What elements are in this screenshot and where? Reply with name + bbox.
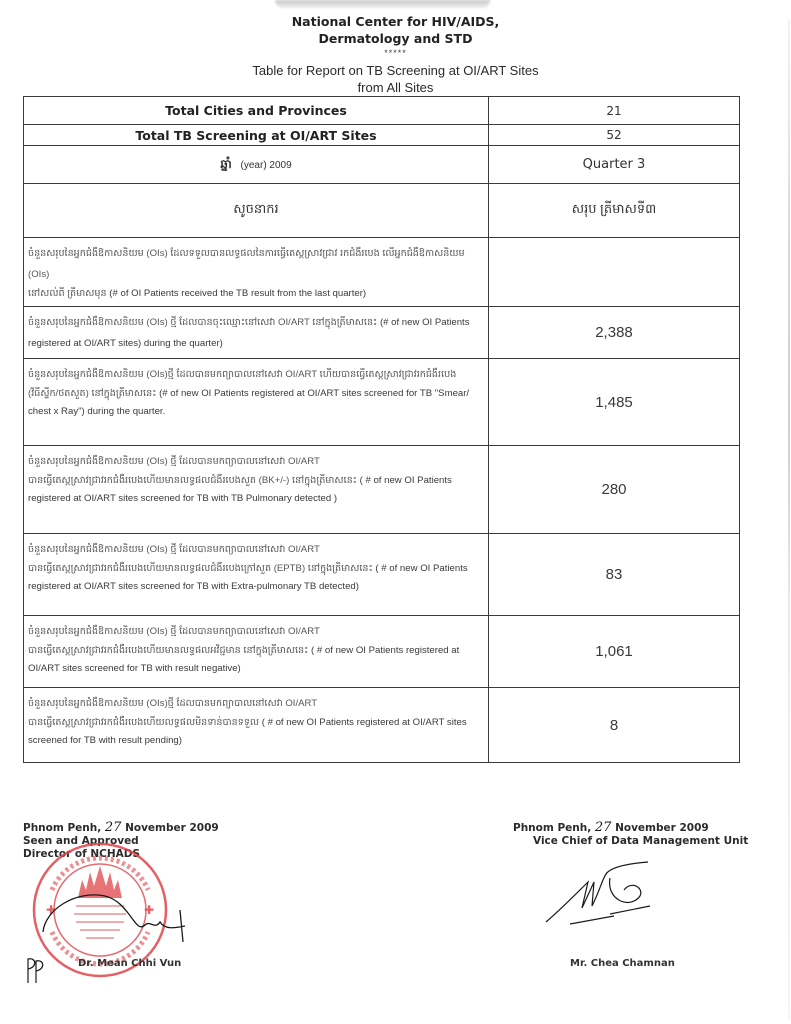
scan-smudge	[275, 0, 490, 8]
indicator-value: 280	[489, 446, 740, 534]
report-title: Table for Report on TB Screening at OI/ART Sites	[252, 63, 539, 78]
column-header-indicator: សូចនាករ	[24, 184, 489, 238]
director-signature-icon	[35, 880, 195, 950]
table-row	[24, 359, 740, 446]
report-table	[23, 96, 740, 763]
indicator-khmer-cont: នៅសល់ពី ត្រីមាសមុន	[28, 288, 107, 299]
quarter-value: Quarter 3	[489, 146, 740, 184]
signature-block-right	[513, 821, 748, 848]
indicator-english: (# of new OI Patients registered at OI/ART sites screened for TB "Smear/ chest x Ray") during the quarter.	[28, 388, 470, 417]
indicator-english: (# of OI Patients received the TB result from the last quarter)	[109, 288, 367, 299]
indicator-khmer-cont: (វិធីស្ទីក/ថតសួត) នៅក្នុងត្រីមាសនេះ	[28, 388, 157, 399]
column-header-row	[24, 184, 740, 238]
svg-text:✚: ✚	[46, 903, 57, 917]
table-row	[24, 238, 740, 307]
vice-chief-title: Vice Chief of Data Management Unit	[533, 835, 749, 847]
year-cell	[24, 146, 489, 184]
indicator-khmer-cont: បានធ្វើតេស្តស្រាវជ្រាវរកជំងឺរបេងហើយលទ្ធផលមិនទាន់បានទទួល	[28, 717, 260, 728]
vice-chief-name: Mr. Chea Chamnan	[570, 958, 675, 969]
indicator-english: ( # of new OI Patients registered at OI/ART sites screened for TB with Extra-pulmonary TB detected)	[28, 563, 468, 592]
month-year-right: November 2009	[615, 822, 709, 834]
indicator-cell	[24, 359, 489, 446]
indicator-value: 2,388	[489, 307, 740, 359]
handwritten-day-right: 27	[594, 820, 612, 835]
indicator-value	[489, 238, 740, 307]
scan-edge	[788, 20, 790, 1020]
indicator-english: (# of new OI Patients registered at OI/ART sites) during the quarter)	[28, 317, 470, 349]
indicator-cell	[24, 238, 489, 307]
table-row	[24, 616, 740, 688]
indicator-english: ( # of new OI Patients registered at OI/ART sites screened for TB with TB Pulmonary detected )	[28, 475, 452, 504]
indicator-khmer-cont: បានធ្វើតេស្តស្រាវជ្រាវរកជំងឺរបេងហើយមានលទ្ធផលអវិជ្ជមាន នៅក្នុងត្រីមាសនេះ	[28, 645, 309, 656]
indicator-khmer-cont: បានធ្វើតេស្តស្រាវជ្រាវរកជំងឺរបេងហើយមានលទ្ធផលជំងឺរបេងក្រៅសួត (EPTB) នៅក្នុងត្រីមាសនេះ	[28, 563, 373, 574]
table-row	[24, 307, 740, 359]
cities-label: Total Cities and Provinces	[24, 97, 489, 125]
indicator-cell	[24, 446, 489, 534]
organization-subtitle: Dermatology and STD	[318, 31, 473, 46]
cities-value: 21	[489, 97, 740, 125]
indicator-value: 83	[489, 534, 740, 616]
director-title: Director of NCHADS	[23, 848, 141, 860]
year-label: (year) 2009	[240, 159, 292, 171]
indicator-khmer: ចំនួនសរុបនៃអ្នកជំងឺឱកាសនិយម (OIs)ថ្មី ដែលបានមកព្យាបាលនៅសេវា OI/ART ហើយបានធ្វើតេស្តស្រាវជ្រាវរកជំងឺរបេង	[28, 369, 457, 380]
indicator-cell	[24, 534, 489, 616]
year-khmer-label: ឆ្នាំ	[220, 156, 232, 171]
column-header-total: សរុប ត្រីមាសទី៣	[489, 184, 740, 238]
place-right: Phnom Penh,	[513, 822, 592, 834]
table-row	[24, 446, 740, 534]
sites-label: Total TB Screening at OI/ART Sites	[24, 125, 489, 146]
initials-mark-icon	[24, 955, 50, 985]
indicator-khmer: ចំនួនសរុបនៃអ្នកជំងឺឱកាសនិយម (OIs) ថ្មី ដែលបានមកព្យាបាលនៅសេវា OI/ART	[28, 456, 320, 467]
separator-stars: *****	[384, 48, 407, 58]
summary-row-cities	[24, 97, 740, 125]
indicator-khmer: ចំនួនសរុបនៃអ្នកជំងឺឱកាសនិយម (OIs) ថ្មី ដែលបានមកព្យាបាលនៅសេវា OI/ART	[28, 544, 320, 555]
indicator-english: ( # of new OI Patients registered at OI/ART sites screened for TB with result negative)	[28, 645, 460, 674]
handwritten-day-left: 27	[104, 820, 122, 835]
month-year-left: November 2009	[125, 822, 219, 834]
year-row	[24, 146, 740, 184]
indicator-cell	[24, 616, 489, 688]
summary-row-sites	[24, 125, 740, 146]
indicator-value: 1,061	[489, 616, 740, 688]
organization-name: National Center for HIV/AIDS,	[291, 14, 500, 29]
indicator-khmer: ចំនួនសរុបនៃអ្នកជំងឺឱកាសនិយម (OIs) ថ្មី ដែលបានមកព្យាបាលនៅសេវា OI/ART	[28, 626, 320, 637]
director-name: Dr. Mean Chhi Vun	[78, 958, 182, 969]
indicator-cell	[24, 688, 489, 763]
indicator-khmer: ចំនួនសរុបនៃអ្នកជំងឺឱកាសនិយម (OIs) ដែលទទួលបានលទ្ធផលនៃការធ្វើតេស្តស្រាវជ្រាវ រកជំងឺរបេង លើអ្នកជំងឺឱកាសនិយម (OIs)	[28, 248, 465, 280]
place-left: Phnom Penh,	[23, 822, 102, 834]
approval-line: Seen and Approved	[23, 835, 139, 847]
indicator-khmer-cont: បានធ្វើតេស្តស្រាវជ្រាវរកជំងឺរបេងហើយមានលទ្ធផលជំងឺរបេងសួត (BK+/-) នៅក្នុងត្រីមាសនេះ	[28, 475, 357, 486]
svg-text:✚: ✚	[144, 903, 155, 917]
sites-value: 52	[489, 125, 740, 146]
report-subtitle: from All Sites	[357, 80, 434, 95]
vice-chief-signature-icon	[540, 860, 660, 930]
indicator-value: 1,485	[489, 359, 740, 446]
indicator-cell	[24, 307, 489, 359]
table-row	[24, 534, 740, 616]
indicator-value: 8	[489, 688, 740, 763]
table-row	[24, 688, 740, 763]
indicator-khmer: ចំនួនសរុបនៃអ្នកជំងឺឱកាសនិយម (OIs) ថ្មី ដែលបានចុះឈ្មោះនៅសេវា OI/ART នៅក្នុងត្រីមាសនេះ	[28, 317, 378, 328]
indicator-english: ( # of new OI Patients registered at OI/ART sites screened for TB with result pending)	[28, 717, 467, 746]
indicator-khmer: ចំនួនសរុបនៃអ្នកជំងឺឱកាសនិយម (OIs)ថ្មី ដែលបានមកព្យាបាលនៅសេវា OI/ART	[28, 698, 318, 709]
